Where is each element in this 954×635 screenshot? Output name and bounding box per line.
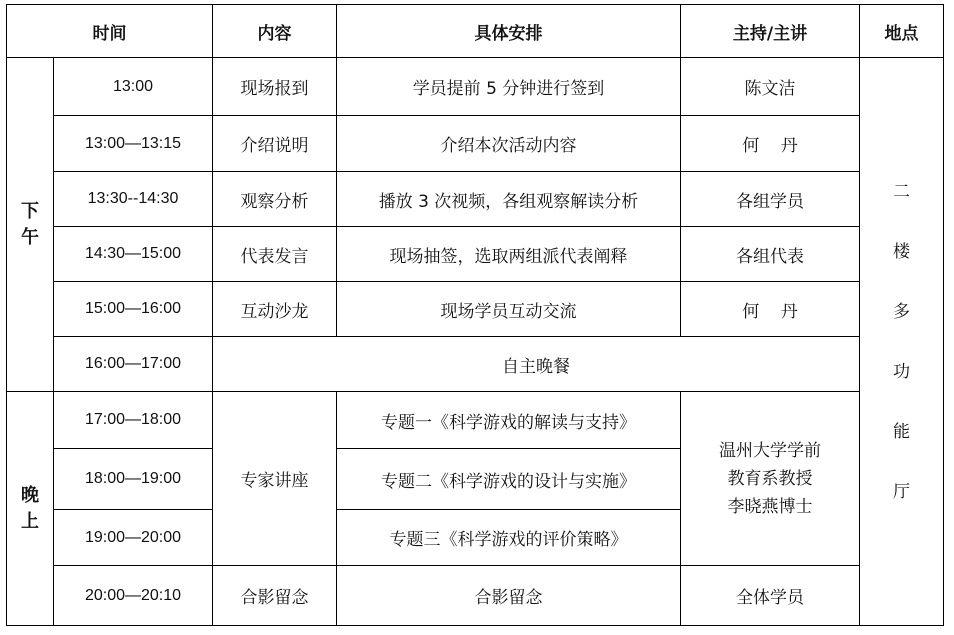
arrangement-cell: 现场学员互动交流 bbox=[337, 282, 681, 337]
schedule-table bbox=[6, 4, 944, 626]
content-cell: 合影留念 bbox=[213, 566, 337, 626]
header-content: 内容 bbox=[213, 5, 337, 58]
arrangement-cell: 介绍本次活动内容 bbox=[337, 116, 681, 172]
table-row bbox=[7, 392, 944, 449]
content-cell: 互动沙龙 bbox=[213, 282, 337, 337]
header-time: 时间 bbox=[7, 5, 213, 58]
arrangement-cell: 学员提前 5 分钟进行签到 bbox=[337, 58, 681, 116]
arrangement-cell: 专题三《科学游戏的评价策略》 bbox=[337, 510, 681, 566]
host-cell: 何 丹 bbox=[681, 116, 860, 172]
period-afternoon: 下 午 bbox=[7, 58, 54, 392]
header-arrangement: 具体安排 bbox=[337, 5, 681, 58]
header-host: 主持/主讲 bbox=[681, 5, 860, 58]
table-row bbox=[7, 282, 944, 337]
host-cell: 各组学员 bbox=[681, 172, 860, 227]
table-row bbox=[7, 172, 944, 227]
time-cell: 15:00—16:00 bbox=[54, 282, 213, 337]
time-cell: 16:00—17:00 bbox=[54, 337, 213, 392]
host-cell: 何 丹 bbox=[681, 282, 860, 337]
arrangement-cell: 合影留念 bbox=[337, 566, 681, 626]
table-row bbox=[7, 227, 944, 282]
header-location: 地点 bbox=[860, 5, 944, 58]
host-cell: 各组代表 bbox=[681, 227, 860, 282]
lecture-content-cell: 专家讲座 bbox=[213, 392, 337, 566]
time-cell: 13:30--14:30 bbox=[54, 172, 213, 227]
arrangement-cell: 专题二《科学游戏的设计与实施》 bbox=[337, 449, 681, 510]
content-cell: 现场报到 bbox=[213, 58, 337, 116]
time-cell: 13:00—13:15 bbox=[54, 116, 213, 172]
table-row bbox=[7, 337, 944, 392]
arrangement-cell: 专题一《科学游戏的解读与支持》 bbox=[337, 392, 681, 449]
merged-cell: 自主晚餐 bbox=[213, 337, 860, 392]
time-cell: 18:00—19:00 bbox=[54, 449, 213, 510]
content-cell: 观察分析 bbox=[213, 172, 337, 227]
arrangement-cell: 播放 3 次视频，各组观察解读分析 bbox=[337, 172, 681, 227]
header-row bbox=[7, 5, 944, 58]
content-cell: 代表发言 bbox=[213, 227, 337, 282]
time-cell: 14:30—15:00 bbox=[54, 227, 213, 282]
location-cell: 二 楼 多 功 能 厅 bbox=[860, 58, 944, 626]
lecture-host-cell: 温州大学学前 教育系教授 李晓燕博士 bbox=[681, 392, 860, 566]
table-row bbox=[7, 566, 944, 626]
arrangement-cell: 现场抽签，选取两组派代表阐释 bbox=[337, 227, 681, 282]
period-evening: 晚 上 bbox=[7, 392, 54, 626]
time-cell: 13:00 bbox=[54, 58, 213, 116]
time-cell: 19:00—20:00 bbox=[54, 510, 213, 566]
content-cell: 介绍说明 bbox=[213, 116, 337, 172]
time-cell: 20:00—20:10 bbox=[54, 566, 213, 626]
time-cell: 17:00—18:00 bbox=[54, 392, 213, 449]
table-row bbox=[7, 58, 944, 116]
host-cell: 全体学员 bbox=[681, 566, 860, 626]
table-row bbox=[7, 116, 944, 172]
host-cell: 陈文洁 bbox=[681, 58, 860, 116]
